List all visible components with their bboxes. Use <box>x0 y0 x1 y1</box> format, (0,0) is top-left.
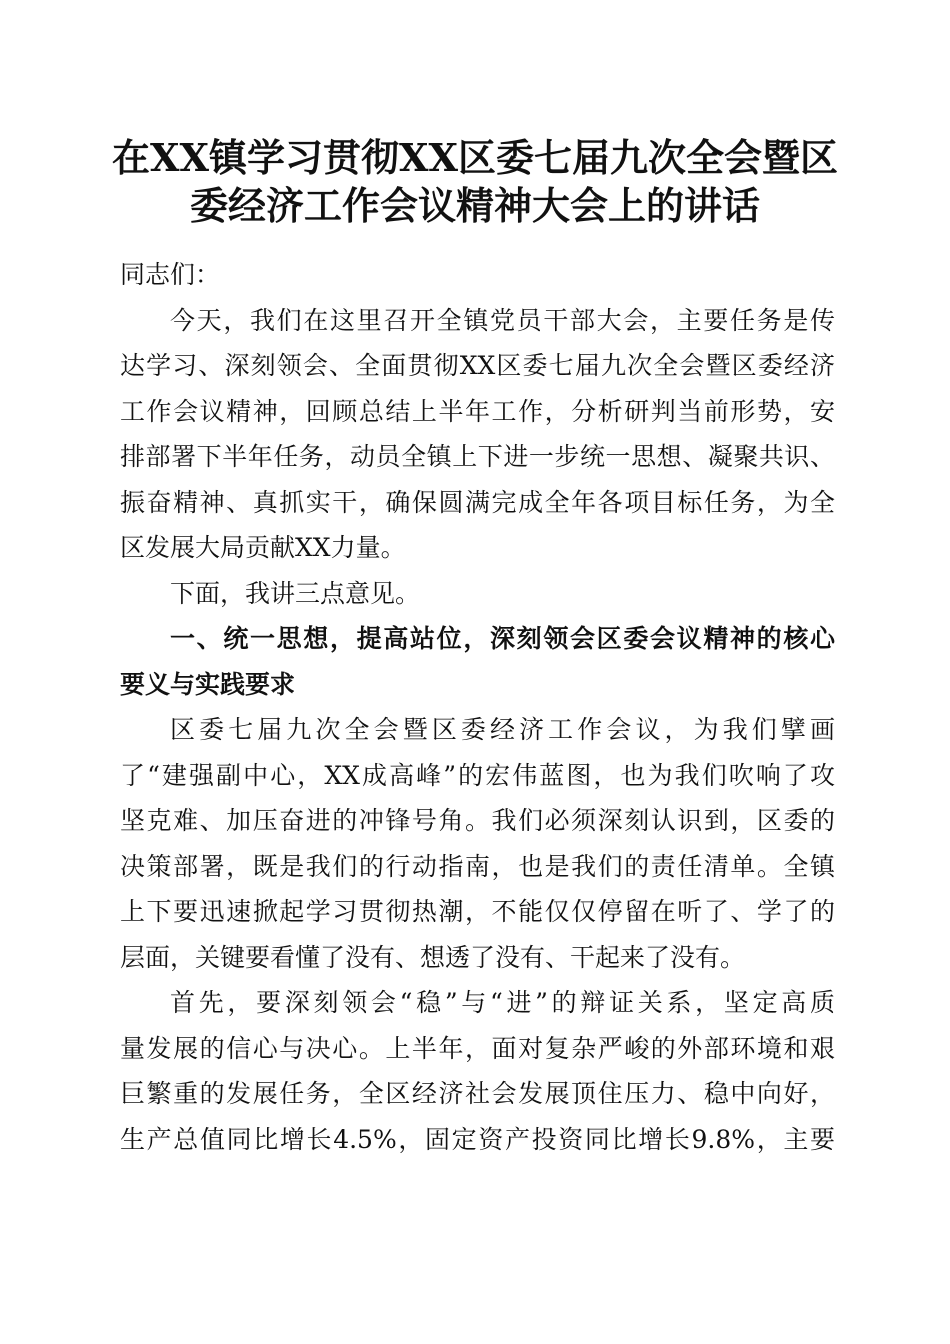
paragraph-line: 了“建强副中心，XX成高峰”的宏伟蓝图，也为我们吹响了攻 <box>120 760 835 790</box>
paragraph-line: 巨繁重的发展任务，全区经济社会发展顶住压力、稳中向好， <box>120 1079 835 1108</box>
paragraph-line: 达学习、深刻领会、全面贯彻XX区委七届九次全会暨区委经济 <box>120 351 835 380</box>
paragraph-line: 层面，关键要看懂了没有、想透了没有、干起来了没有。 <box>120 942 746 972</box>
paragraph-line: 振奋精神、真抓实干，确保圆满完成全年各项目标任务，为全 <box>120 487 835 517</box>
section-heading-line: 一、统一思想，提高站位，深刻领会区委会议精神的核心 <box>170 624 835 653</box>
paragraph-line: 量发展的信心与决心。上半年，面对复杂严峻的外部环境和艰 <box>120 1033 835 1063</box>
paragraph-line: 排部署下半年任务，动员全镇上下进一步统一思想、凝聚共识、 <box>120 442 835 471</box>
paragraph-line: 生产总值同比增长4.5%，固定资产投资同比增长9.8%，主要 <box>120 1124 835 1154</box>
title-line-2: 委经济工作会议精神大会上的讲话 <box>189 183 760 228</box>
document-body <box>120 252 835 1162</box>
paragraph-line: 今天，我们在这里召开全镇党员干部大会，主要任务是传 <box>170 305 835 335</box>
paragraph-line: 区委七届九次全会暨区委经济工作会议，为我们擘画 <box>170 715 835 744</box>
title-line-1: 在XX镇学习贯彻XX区委七届九次全会暨区 <box>112 135 838 180</box>
paragraph-line: 上下要迅速掀起学习贯彻热潮，不能仅仅停留在听了、学了的 <box>120 897 835 926</box>
paragraph-line: 坚克难、加压奋进的冲锋号角。我们必须深刻认识到，区委的 <box>120 806 835 835</box>
paragraph-line: 决策部署，既是我们的行动指南，也是我们的责任清单。全镇 <box>120 851 835 881</box>
paragraph-line: 首先，要深刻领会“稳”与“进”的辩证关系，坚定高质 <box>170 988 835 1017</box>
paragraph-line: 区发展大局贡献XX力量。 <box>120 533 406 562</box>
paragraph-line: 下面，我讲三点意见。 <box>170 578 421 608</box>
paragraph-line: 工作会议精神，回顾总结上半年工作，分析研判当前形势，安 <box>120 396 835 426</box>
section-heading-line: 要义与实践要求 <box>120 669 296 699</box>
document-title <box>100 134 850 230</box>
salutation: 同志们： <box>120 260 221 289</box>
